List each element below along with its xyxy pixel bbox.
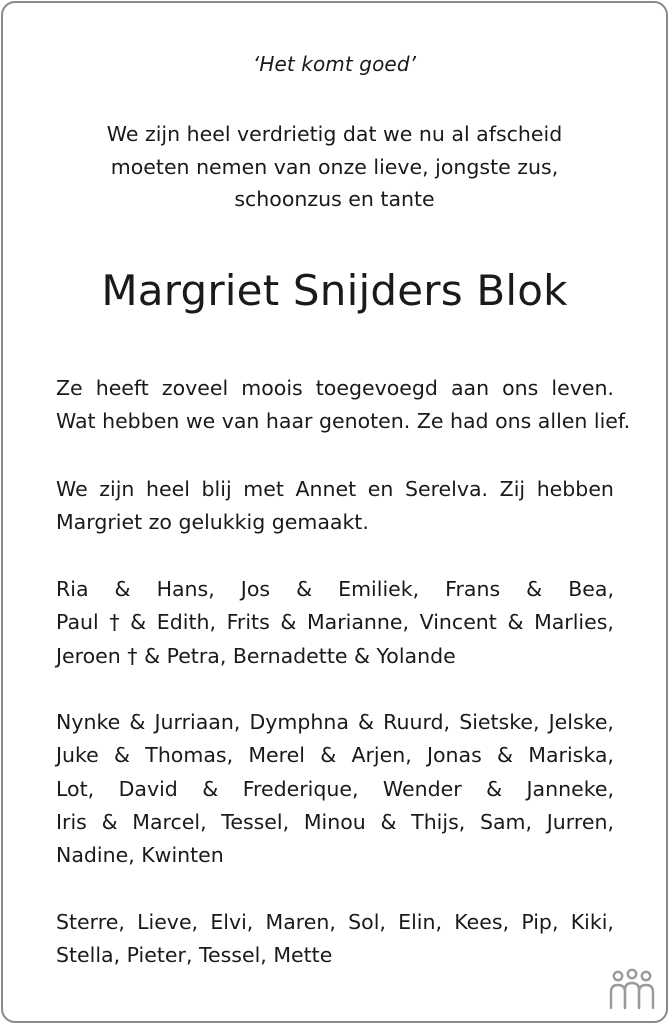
intro-line: schoonzus en tante xyxy=(234,187,435,211)
text-line: Margriet zo gelukkig gemaakt. xyxy=(56,510,369,535)
text-line xyxy=(56,739,614,772)
text-line: Stella, Pieter, Tessel, Mette xyxy=(56,943,333,968)
intro-line: We zijn heel verdrietig dat we nu al afscheid xyxy=(106,122,563,146)
word: & xyxy=(202,776,219,801)
word: Maren, xyxy=(265,910,336,934)
word: Wender xyxy=(382,776,462,801)
word: We xyxy=(56,477,88,501)
word: heel xyxy=(146,477,190,501)
word: Jelske, xyxy=(548,710,614,734)
word: Jurriaan, xyxy=(154,710,241,734)
word: Thijs, xyxy=(411,809,466,834)
word: Jurren, xyxy=(546,809,614,834)
word: Jonas xyxy=(426,743,482,768)
word: Marianne, xyxy=(306,610,410,635)
word: Marcel, xyxy=(132,809,207,834)
word: moois xyxy=(241,376,303,400)
word: heeft xyxy=(95,376,149,400)
word: Zij xyxy=(499,477,526,501)
word: Iris xyxy=(56,809,87,834)
paragraph-tribute xyxy=(56,372,631,439)
word: Edith, xyxy=(156,610,216,635)
word: Frederique, xyxy=(242,776,359,801)
word: Juke xyxy=(56,743,99,768)
word: & xyxy=(497,743,514,768)
text-line xyxy=(56,473,614,506)
word: Jos xyxy=(240,577,271,601)
word: & xyxy=(507,610,524,635)
word: toegevoegd xyxy=(315,376,438,400)
motto: ‘Het komt goed’ xyxy=(252,52,417,76)
word: & xyxy=(296,577,313,601)
word: Sam, xyxy=(479,809,533,834)
word: Thomas, xyxy=(145,743,234,768)
word: David xyxy=(118,776,178,801)
text-line xyxy=(56,372,614,405)
word: aan xyxy=(450,376,490,400)
word: & xyxy=(320,743,337,768)
word: blij xyxy=(201,477,232,501)
word: Kees, xyxy=(454,910,510,934)
word: Sterre, xyxy=(56,910,125,934)
word: & xyxy=(486,776,503,801)
deceased-name: Margriet Snijders Blok xyxy=(101,266,568,315)
word: ons xyxy=(502,376,539,400)
word: Frans xyxy=(445,577,501,601)
word: Elvi, xyxy=(210,910,254,934)
word: Nynke xyxy=(56,710,121,734)
word: hebben xyxy=(536,477,614,501)
family-icon xyxy=(606,968,658,1012)
text-line: Nadine, Kwinten xyxy=(56,843,224,868)
word: & xyxy=(130,610,147,635)
word: Elin, xyxy=(398,910,443,934)
word: met xyxy=(243,477,284,501)
paragraph-partners xyxy=(56,473,614,540)
text-line xyxy=(56,806,614,839)
word: Emiliek, xyxy=(338,577,420,601)
word: Paul xyxy=(56,610,99,635)
text-line: Wat hebben we van haar genoten. Ze had ons allen lief. xyxy=(56,409,631,434)
word: Annet xyxy=(295,477,357,501)
word: Sietske, xyxy=(459,710,540,734)
word: zoveel xyxy=(161,376,229,400)
intro-text xyxy=(0,118,669,216)
text-line xyxy=(56,573,614,606)
word: Janneke, xyxy=(526,776,614,801)
paragraph-nephews-nieces xyxy=(56,706,614,872)
word: & xyxy=(526,577,543,601)
word: Lieve, xyxy=(137,910,199,934)
intro-line: moeten nemen van onze lieve, jongste zus, xyxy=(110,154,559,179)
word: Sol, xyxy=(348,910,386,934)
paragraph-grandnieces xyxy=(56,906,614,973)
word: Merel xyxy=(248,743,305,768)
word: Mariska, xyxy=(528,743,614,768)
word: Ze xyxy=(56,376,83,400)
word: Ria xyxy=(56,577,89,601)
word: Arjen, xyxy=(351,743,412,768)
word: leven. xyxy=(551,376,614,400)
word: Vincent xyxy=(419,610,497,635)
word: Serelva. xyxy=(404,477,489,501)
word: Frits xyxy=(226,610,270,635)
word: & xyxy=(101,809,118,834)
word: Kiki, xyxy=(570,910,614,934)
word: Dymphna xyxy=(249,710,349,734)
text-line xyxy=(56,706,614,739)
text-line xyxy=(56,906,614,939)
word: Tessel, xyxy=(221,809,290,834)
word: & xyxy=(358,710,375,734)
text-line xyxy=(56,773,614,806)
word: Marlies, xyxy=(534,610,614,635)
word: † xyxy=(109,610,120,635)
word: & xyxy=(280,610,297,635)
word: zijn xyxy=(99,477,135,501)
word: Lot, xyxy=(56,776,95,801)
word: & xyxy=(114,743,131,768)
word: & xyxy=(114,577,131,601)
word: Hans, xyxy=(156,577,215,601)
paragraph-siblings xyxy=(56,573,614,673)
text-line: Jeroen † & Petra, Bernadette & Yolande xyxy=(56,643,456,668)
word: & xyxy=(380,809,397,834)
word: & xyxy=(129,710,146,734)
word: Pip, xyxy=(521,910,559,934)
word: Minou xyxy=(303,809,366,834)
word: Ruurd, xyxy=(383,710,451,734)
word: en xyxy=(367,477,394,501)
word: Bea, xyxy=(568,577,614,601)
text-line xyxy=(56,606,614,639)
